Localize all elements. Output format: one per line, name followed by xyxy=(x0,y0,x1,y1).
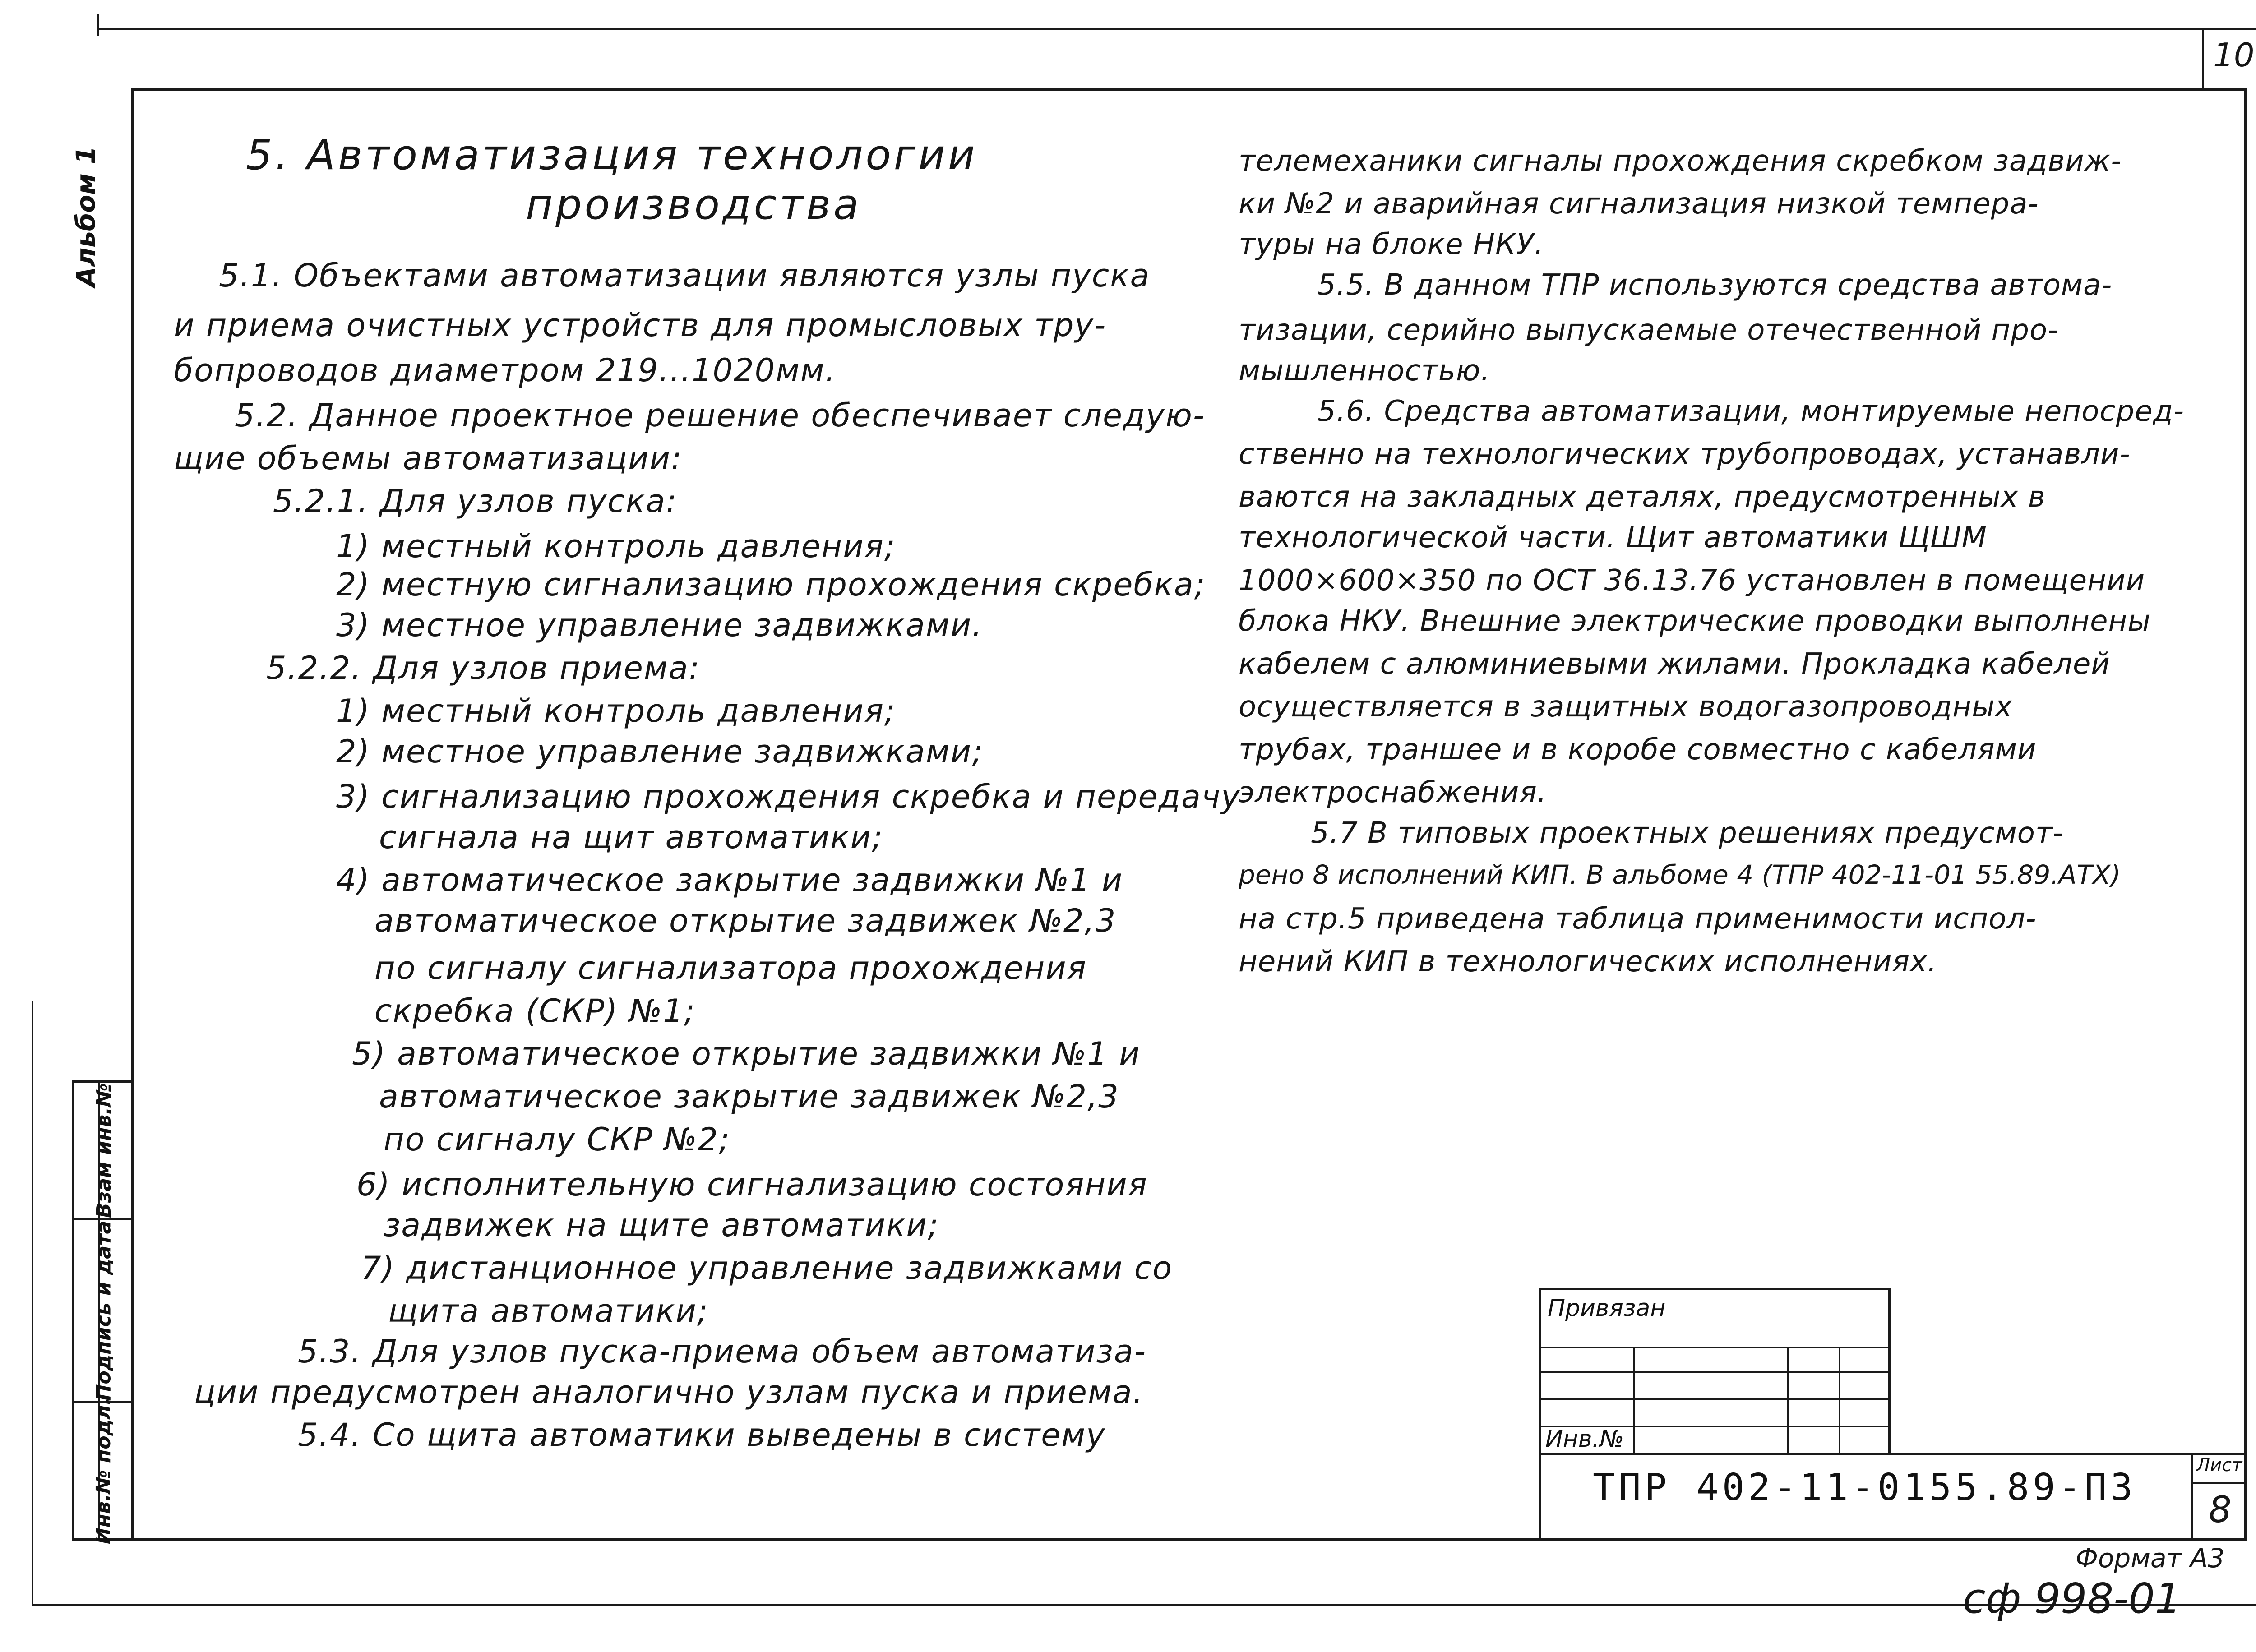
left-line: скребка (СКР) №1; xyxy=(374,992,696,1029)
side-label-album xyxy=(54,146,117,287)
left-line: 5.3. Для узлов пуска-приема объем автоматиза- xyxy=(298,1333,1146,1370)
stamp-sheet-number: 8 xyxy=(2209,1489,2232,1531)
right-line: 5.6. Средства автоматизации, монтируемые непосред- xyxy=(1318,395,2184,428)
left-line: ции предусмотрен аналогично узлам пуска и приема. xyxy=(194,1374,1144,1411)
right-line: ственно на технологических трубопроводах, устанавли- xyxy=(1239,438,2131,471)
left-line: 5.1. Объектами автоматизации являются узлы пуска xyxy=(219,257,1151,294)
side-label-album-text: Альбом 1 xyxy=(70,146,102,287)
frame-top xyxy=(131,88,2247,91)
left-line: 1) местный контроль давления; xyxy=(336,692,896,729)
left-line: 3) местное управление задвижками. xyxy=(336,607,983,644)
left-line: бопроводов диаметром 219...1020мм. xyxy=(174,352,836,389)
section-title-line2: производства xyxy=(526,180,862,229)
left-line: 5) автоматическое открытие задвижки №1 и xyxy=(352,1035,1141,1072)
left-line: 7) дистанционное управление задвижками со xyxy=(361,1250,1173,1287)
side-stamp-inv: Инв.№ подл. xyxy=(92,1397,116,1544)
outer-top-line xyxy=(97,28,2256,30)
outer-left-line xyxy=(32,1001,33,1604)
top-tick-line xyxy=(97,14,99,36)
stamp-main-top xyxy=(1539,1453,2247,1455)
left-line: 3) сигнализацию прохождения скребка и передачу xyxy=(336,778,1241,815)
section-title-line1: 5. Автоматизация технологии xyxy=(246,131,978,179)
stamp-sheet-mid xyxy=(2191,1482,2247,1484)
right-line: трубах, траншее и в коробе совместно с кабелями xyxy=(1239,733,2037,766)
right-line: тизации, серийно выпускаемые отечественной про- xyxy=(1239,314,2059,347)
side-stamp-vzam: Взам инв.№ xyxy=(92,1083,116,1218)
left-line: 1) местный контроль давления; xyxy=(336,528,896,565)
left-line: 5.2. Данное проектное решение обеспечивает следую- xyxy=(235,397,1206,434)
left-line: 2) местное управление задвижками; xyxy=(336,733,984,770)
left-line: по сигналу сигнализатора прохождения xyxy=(374,950,1087,987)
outer-bottom-line xyxy=(32,1604,2256,1606)
left-line: щие объемы автоматизации: xyxy=(174,440,683,477)
frame-bottom xyxy=(72,1538,2247,1541)
left-line: 4) автоматическое закрытие задвижки №1 и xyxy=(336,862,1123,899)
stamp-designation: ТПР 402-11-0155.89-ПЗ xyxy=(1593,1466,2136,1509)
stamp-privyazan: Привязан xyxy=(1548,1295,1666,1322)
right-line: рено 8 исполнений КИП. В альбоме 4 (ТПР 402-11-01 55.89.АТХ) xyxy=(1239,859,2121,890)
left-line: автоматическое закрытие задвижек №2,3 xyxy=(379,1078,1119,1115)
page-box-left xyxy=(2202,28,2204,88)
left-line: сигнала на щит автоматики; xyxy=(379,819,883,856)
side-stamp-cell-1 xyxy=(72,1397,135,1544)
stamp-grid-left xyxy=(1539,1288,1541,1541)
right-line: 5.7 В типовых проектных решениях предусмот- xyxy=(1311,817,2064,850)
right-line: мышленностью. xyxy=(1239,354,1490,388)
page-number-top: 10 xyxy=(2213,36,2255,74)
right-line: 1000×600×350 по ОСТ 36.13.76 установлен в помещении xyxy=(1239,564,2145,597)
stamp-inv-no: Инв.№ xyxy=(1545,1426,1624,1453)
right-line: 5.5. В данном ТПР используются средства автома- xyxy=(1318,268,2113,302)
left-line: и приема очистных устройств для промысловых тру- xyxy=(174,307,1107,344)
right-line: технологической части. Щит автоматики ЩШМ xyxy=(1239,521,1987,554)
stamp-grid-col1 xyxy=(1633,1347,1635,1453)
stamp-grid-row3 xyxy=(1539,1398,1891,1400)
stamp-grid-row2 xyxy=(1539,1371,1891,1373)
stamp-grid-col3 xyxy=(1839,1347,1840,1453)
side-stamp-cell-2 xyxy=(72,1220,135,1401)
left-line: 5.2.2. Для узлов приема: xyxy=(266,650,701,687)
right-line: ки №2 и аварийная сигнализация низкой темпера- xyxy=(1239,187,2039,221)
left-line: 5.2.1. Для узлов пуска: xyxy=(273,483,678,520)
left-line: щита автоматики; xyxy=(388,1292,709,1329)
frame-right xyxy=(2244,88,2247,1541)
left-line: по сигналу СКР №2; xyxy=(384,1121,730,1158)
side-stamp-signature: Подпись и дата xyxy=(92,1220,116,1401)
right-line: телемеханики сигналы прохождения скребком задвиж- xyxy=(1239,144,2122,178)
right-line: ваются на закладных деталях, предусмотренных в xyxy=(1239,480,2046,514)
stamp-grid-right xyxy=(1888,1288,1891,1453)
footer-format: Формат А3 xyxy=(2076,1543,2225,1574)
left-line: задвижек на щите автоматики; xyxy=(384,1207,939,1244)
right-line: кабелем с алюминиевыми жилами. Прокладка кабелей xyxy=(1239,647,2110,681)
right-line: электроснабжения. xyxy=(1239,776,1547,809)
stamp-grid-top xyxy=(1539,1288,1891,1290)
side-stamp-cell-3 xyxy=(72,1083,135,1218)
stamp-grid-col2 xyxy=(1787,1347,1789,1453)
stamp-grid-row1 xyxy=(1539,1347,1891,1348)
right-line: на стр.5 приведена таблица применимости испол- xyxy=(1239,902,2037,936)
left-line: автоматическое открытие задвижек №2,3 xyxy=(374,902,1117,939)
right-line: нений КИП в технологических исполнениях. xyxy=(1239,945,1937,978)
left-line: 2) местную сигнализацию прохождения скребка; xyxy=(336,566,1206,603)
right-line: блока НКУ. Внешние электрические проводки выполнены xyxy=(1239,605,2151,638)
right-line: туры на блоке НКУ. xyxy=(1239,228,1544,261)
left-line: 5.4. Со щита автоматики выведены в систему xyxy=(298,1417,1106,1454)
stamp-sheet-left xyxy=(2191,1453,2193,1541)
left-line: 6) исполнительную сигнализацию состояния xyxy=(356,1166,1148,1203)
footer-code: сф 998-01 xyxy=(1963,1574,2182,1623)
right-line: осуществляется в защитных водогазопроводных xyxy=(1239,690,2013,724)
stamp-sheet-label: Лист xyxy=(2196,1455,2242,1476)
